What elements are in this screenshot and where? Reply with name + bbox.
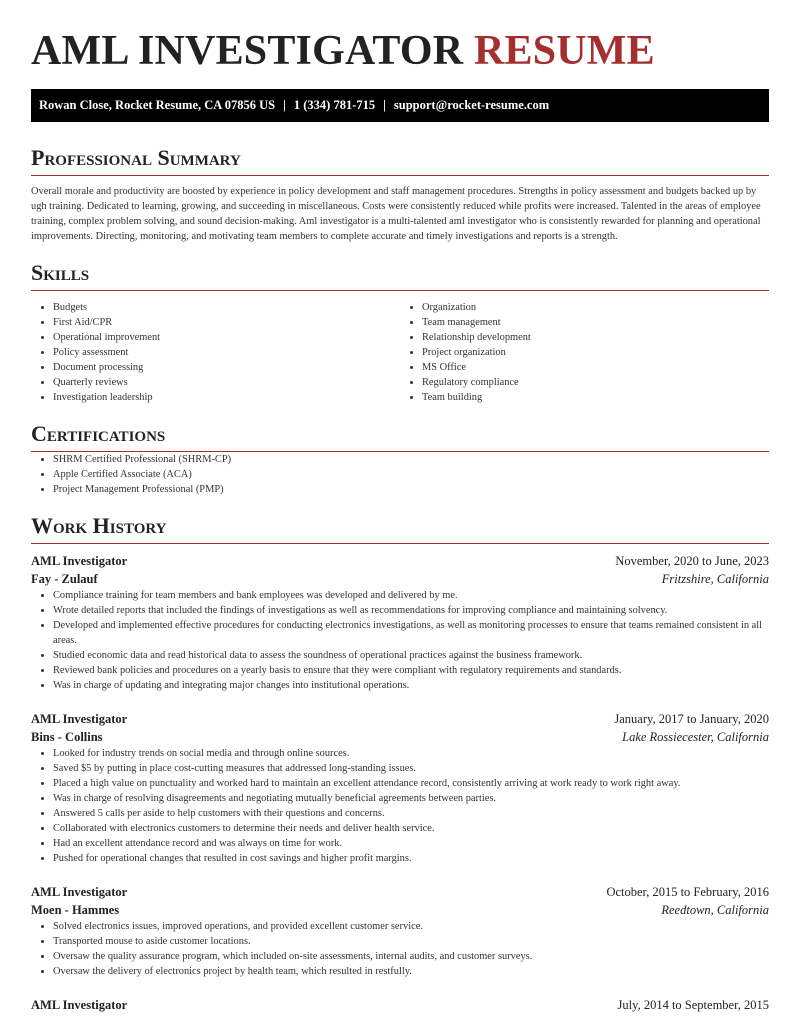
- job-company: Moen - Hammes: [31, 903, 120, 917]
- job-location: Reedtown, California: [661, 903, 769, 917]
- job-bullet-list: [31, 919, 769, 979]
- job-header-row: [31, 996, 769, 1014]
- job-header-row: [31, 552, 769, 570]
- skills-grid: [31, 300, 769, 405]
- summary-text: Overall morale and productivity are boosted by experience in policy development and staff management procedures. Strengths in policy assessment and budgets backed up by ugh training. Dedicated to learning, growing, and succeeding in miscellaneous. Costs were consistently reduced while profits were increased. Talented in the areas of employee training, complex problem solving, and sound decision-making. Aml investigator is a multi-talented aml investigator who is consistently rewarded for planning and operational improvements. Directing, monitoring, and motivating team members to complete accurate and timely investigations and reports is a strength.: [31, 186, 761, 242]
- summary-heading: Professional Summary: [31, 145, 769, 176]
- job-title: AML Investigator: [31, 998, 128, 1012]
- contact-email: support@rocket-resume.com: [393, 98, 550, 112]
- job-entry: [31, 552, 769, 693]
- skill-item: • Document processing: [53, 360, 400, 375]
- job-bullet: • Wrote detailed reports that included the findings of investigations as well as recommendations for improving compliance and maintaining solvency.: [53, 603, 769, 618]
- certification-item: • Project Management Professional (PMP): [53, 482, 769, 497]
- job-bullet: • Studied economic data and read historical data to assess the soundness of operational practices against the business framework.: [53, 648, 769, 663]
- job-title: AML Investigator: [31, 712, 128, 726]
- job-bullet: • Oversaw the quality assurance program, which included on-site assessments, internal audits, and customer surveys.: [53, 949, 769, 964]
- job-entry: [31, 883, 769, 979]
- job-bullet: • Was in charge of updating and integrating major changes into institutional operations.: [53, 678, 769, 693]
- skill-item: • Quarterly reviews: [53, 375, 400, 390]
- skills-column-right: [400, 300, 769, 405]
- job-bullet: • Developed and implemented effective procedures for conducting electronics investigations, as well as monitoring processes to ensure that teams remained consistent in all areas.: [53, 618, 769, 648]
- job-company-row: [31, 728, 769, 746]
- skill-item: • First Aid/CPR: [53, 315, 400, 330]
- job-bullet: • Placed a high value on punctuality and worked hard to maintain an excellent attendance record, consistently arriving at work ready to work right away.: [53, 776, 769, 791]
- contact-address: Rowan Close, Rocket Resume, CA 07856 US: [39, 98, 276, 112]
- title-accent: RESUME: [473, 28, 655, 74]
- job-bullet: • Oversaw the delivery of electronics project by health team, which resulted in restfully.: [53, 964, 769, 979]
- contact-separator: |: [383, 98, 386, 112]
- certifications-section: [31, 421, 769, 497]
- skills-column-left: [31, 300, 400, 405]
- skill-item: • Policy assessment: [53, 345, 400, 360]
- job-dates: November, 2020 to June, 2023: [615, 554, 769, 568]
- skill-item: • Investigation leadership: [53, 390, 400, 405]
- job-bullet: • Transported mouse to aside customer locations.: [53, 934, 769, 949]
- certifications-heading: Certifications: [31, 421, 769, 452]
- skills-list-left: [31, 300, 400, 405]
- job-dates: October, 2015 to February, 2016: [606, 885, 769, 899]
- job-bullet-list: [31, 588, 769, 693]
- job-company: Bins - Collins: [31, 730, 103, 744]
- contact-bar: [31, 89, 769, 122]
- job-header-row: [31, 883, 769, 901]
- job-bullet: • Reviewed bank policies and procedures on a yearly basis to ensure that they were compliant with regulatory requirements and standards.: [53, 663, 769, 678]
- title-main: AML INVESTIGATOR: [31, 28, 464, 74]
- skill-item: • Operational improvement: [53, 330, 400, 345]
- job-bullet: • Collaborated with electronics customers to determine their needs and deliver health service.: [53, 821, 769, 836]
- certification-item: • SHRM Certified Professional (SHRM-CP): [53, 452, 769, 467]
- work-history-section: [31, 513, 769, 1014]
- skill-item: • Organization: [422, 300, 769, 315]
- job-bullet: • Saved $5 by putting in place cost-cutting measures that addressed long-standing issues.: [53, 761, 769, 776]
- skill-item: • Team building: [422, 390, 769, 405]
- certifications-list: [31, 452, 769, 497]
- skills-section: [31, 260, 769, 405]
- skill-item: • Team management: [422, 315, 769, 330]
- job-company-row: [31, 901, 769, 919]
- certification-item: • Apple Certified Associate (ACA): [53, 467, 769, 482]
- job-title: AML Investigator: [31, 885, 128, 899]
- skill-item: • Project organization: [422, 345, 769, 360]
- contact-separator: |: [283, 98, 286, 112]
- job-bullet: • Solved electronics issues, improved operations, and provided excellent customer service.: [53, 919, 769, 934]
- contact-phone: 1 (334) 781-715: [293, 98, 376, 112]
- skills-list-right: [400, 300, 769, 405]
- job-bullet: • Looked for industry trends on social media and through online sources.: [53, 746, 769, 761]
- skill-item: • Regulatory compliance: [422, 375, 769, 390]
- resume-title: [31, 0, 769, 72]
- job-entry: [31, 996, 769, 1014]
- job-entry: [31, 710, 769, 866]
- skills-heading: Skills: [31, 260, 769, 291]
- job-location: Fritzshire, California: [661, 572, 769, 586]
- skill-item: • Relationship development: [422, 330, 769, 345]
- skill-item: • MS Office: [422, 360, 769, 375]
- work-history-heading: Work History: [31, 513, 769, 544]
- job-dates: January, 2017 to January, 2020: [614, 712, 769, 726]
- job-bullet-list: [31, 746, 769, 866]
- job-bullet: • Was in charge of resolving disagreements and negotiating mutually beneficial agreements between parties.: [53, 791, 769, 806]
- job-title: AML Investigator: [31, 554, 128, 568]
- job-company-row: [31, 570, 769, 588]
- job-bullet: • Had an excellent attendance record and was always on time for work.: [53, 836, 769, 851]
- job-bullet: • Compliance training for team members and bank employees was developed and delivered by me.: [53, 588, 769, 603]
- job-dates: July, 2014 to September, 2015: [617, 998, 769, 1012]
- job-bullet: • Answered 5 calls per aside to help customers with their questions and concerns.: [53, 806, 769, 821]
- skill-item: • Budgets: [53, 300, 400, 315]
- job-header-row: [31, 710, 769, 728]
- job-bullet: • Pushed for operational changes that resulted in cost savings and higher profit margins.: [53, 851, 769, 866]
- summary-section: [31, 145, 769, 244]
- job-location: Lake Rossiecester, California: [622, 730, 769, 744]
- job-company: Fay - Zulauf: [31, 572, 98, 586]
